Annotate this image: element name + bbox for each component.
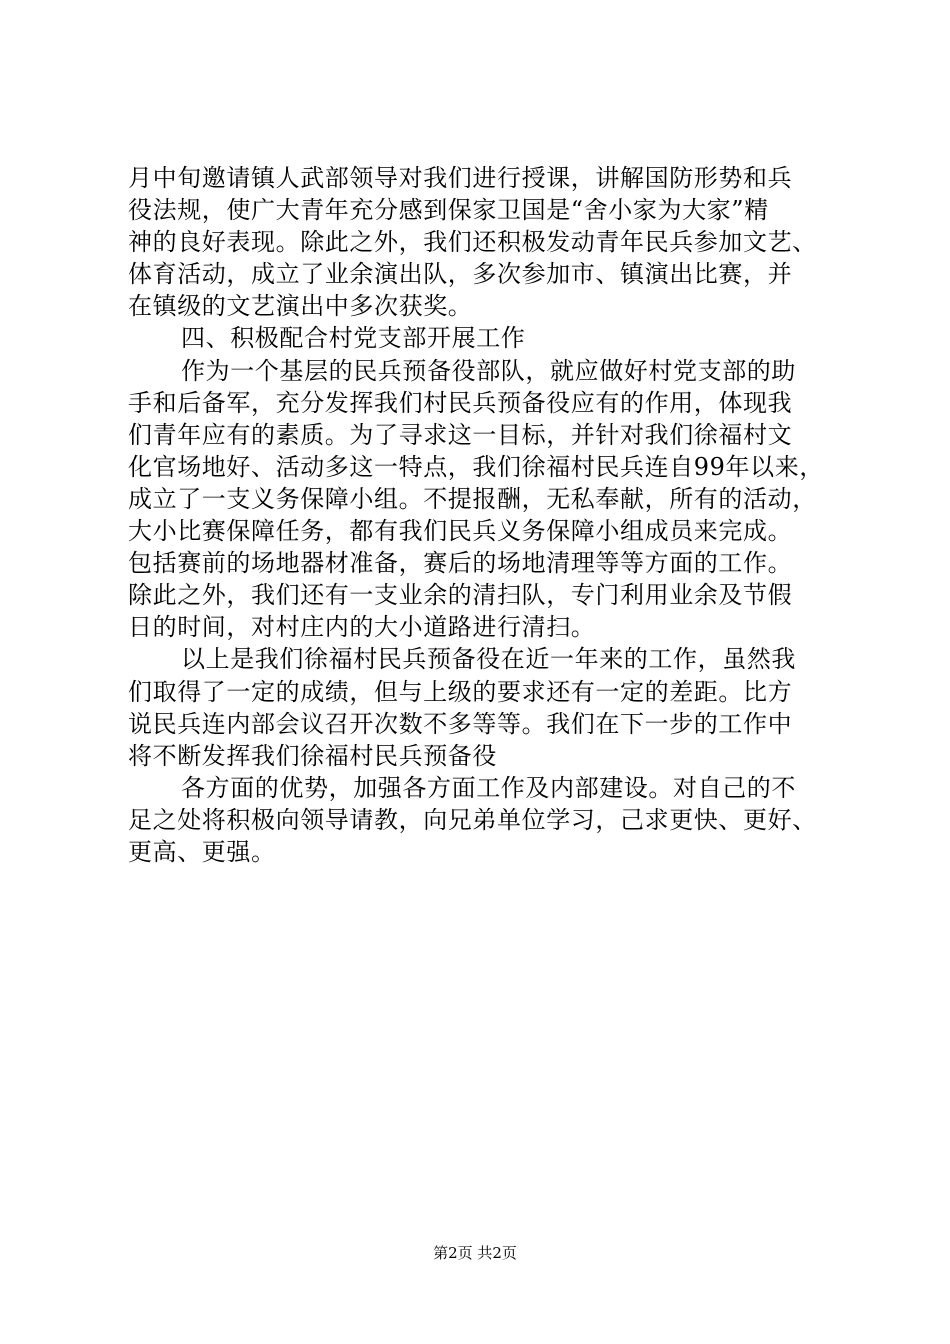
text-line: 除此之外，我们还有一支业余的清扫队，专门利用业余及节假 (128, 581, 793, 610)
text-line: 作为一个基层的民兵预备役部队，就应做好村党支部的助 (181, 356, 796, 385)
text-line: 日的时间，对村庄内的大小道路进行清扫。 (128, 613, 596, 642)
text-line: 成立了一支义务保障小组。不提报酬，无私奉献，所有的活动， (128, 484, 817, 513)
text-line: 以上是我们徐福村民兵预备役在近一年来的工作，虽然我 (181, 645, 796, 674)
text-line: 说民兵连内部会议召开次数不多等等。我们在下一步的工作中 (128, 709, 793, 738)
section-heading: 四、积极配合村党支部开展工作 (181, 324, 526, 353)
text-line: 将不断发挥我们徐福村民兵预备役 (128, 741, 497, 770)
text-line: 足之处将积极向领导请教，向兄弟单位学习，己求更快、更好、 (128, 805, 817, 834)
text-line: 体育活动，成立了业余演出队，多次参加市、镇演出比赛，并 (128, 260, 793, 289)
text-line: 包括赛前的场地器材准备，赛后的场地清理等等方面的工作。 (128, 549, 793, 578)
text-line: 化官场地好、活动多这一特点，我们徐福村民兵连自99年以来， (128, 452, 824, 481)
page-number-footer: 第2页 共2页 (433, 1244, 517, 1262)
text-line: 在镇级的文艺演出中多次获奖。 (128, 292, 473, 321)
text-line: 手和后备军，充分发挥我们村民兵预备役应有的作用，体现我 (128, 388, 793, 417)
text-line: 神的良好表现。除此之外，我们还积极发动青年民兵参加文艺、 (128, 228, 817, 257)
text-line: 们取得了一定的成绩，但与上级的要求还有一定的差距。比方 (128, 677, 793, 706)
document-body (128, 162, 838, 868)
text-line: 月中旬邀请镇人武部领导对我们进行授课，讲解国防形势和兵 (128, 164, 793, 192)
text-line: 们青年应有的素质。为了寻求这一目标，并针对我们徐福村文 (128, 420, 793, 449)
text-line: 各方面的优势，加强各方面工作及内部建设。对自己的不 (181, 773, 796, 802)
text-line: 更高、更强。 (128, 837, 276, 866)
text-line: 大小比赛保障任务，都有我们民兵义务保障小组成员来完成。 (128, 517, 793, 546)
text-line: 役法规，使广大青年充分感到保家卫国是“舍小家为大家”精 (128, 196, 769, 225)
